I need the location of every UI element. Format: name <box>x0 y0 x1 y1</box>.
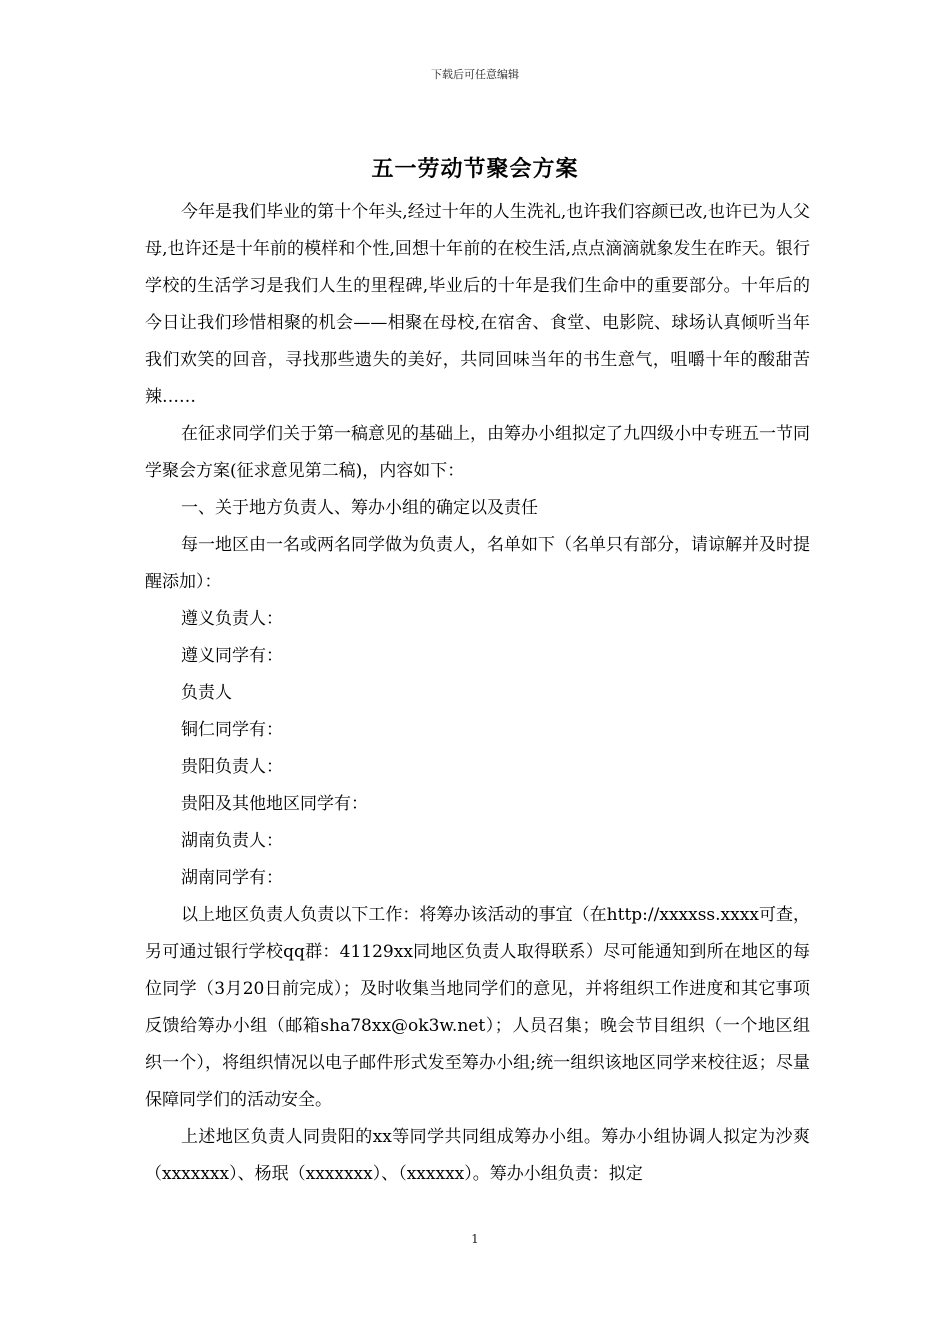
paragraph-intro: 今年是我们毕业的第十个年头,经过十年的人生洗礼,也许我们容颜已改,也许已为人父母,也许还是十年前的模样和个性,回想十年前的在校生活,点点滴滴就象发生在昨天。银行学校的生活学习是我们人生的里程碑,毕业后的十年是我们生命中的重要部分。十年后的今日让我们珍惜相聚的机会——相聚在母校,在宿舍、食堂、电影院、球场认真倾听当年我们欢笑的回音，寻找那些遗失的美好，共同回味当年的书生意气，咀嚼十年的酸甜苦辣…… <box>145 202 810 407</box>
page-number: 1 <box>471 1232 479 1246</box>
list-item: 遵义同学有： <box>181 646 283 666</box>
list-item: 湖南负责人： <box>181 831 283 851</box>
list-item: 贵阳及其他地区同学有： <box>181 794 368 814</box>
section-heading: 一、关于地方负责人、筹办小组的确定以及责任 <box>181 498 538 518</box>
list-item: 负责人 <box>181 683 232 703</box>
list-item: 铜仁同学有： <box>181 720 283 740</box>
list-item: 贵阳负责人： <box>181 757 283 777</box>
paragraph-plan: 在征求同学们关于第一稿意见的基础上，由筹办小组拟定了九四级小中专班五一节同学聚会方案(征求意见第二稿)，内容如下： <box>145 424 810 481</box>
list-item: 遵义负责人： <box>181 609 283 629</box>
paragraph-duties: 以上地区负责人负责以下工作：将筹办该活动的事宜（在http://xxxxss.xxxx可查，另可通过银行学校qq群：41129xx同地区负责人取得联系）尽可能通知到所在地区的每位同学（3月20日前完成）；及时收集当地同学们的意见，并将组织工作进度和其它事项反馈给筹办小组（邮箱sha78xx@ok3w.net）；人员召集；晚会节目组织（一个地区组织一个），将组织情况以电子邮件形式发至筹办小组;统一组织该地区同学来校往返；尽量保障同学们的活动安全。 <box>145 905 810 1110</box>
list-item: 湖南同学有： <box>181 868 283 888</box>
document-body <box>145 194 810 1193</box>
document-title: 五一劳动节聚会方案 <box>371 156 579 182</box>
page-header: 下载后可任意编辑 <box>431 68 519 81</box>
paragraph-regions: 每一地区由一名或两名同学做为负责人，名单如下（名单只有部分，请谅解并及时提醒添加）： <box>145 535 810 592</box>
paragraph-committee: 上述地区负责人同贵阳的xx等同学共同组成筹办小组。筹办小组协调人拟定为沙爽（xxxxxxx）、杨珉（xxxxxxx）、（xxxxxx）。筹办小组负责：拟定 <box>145 1127 810 1184</box>
